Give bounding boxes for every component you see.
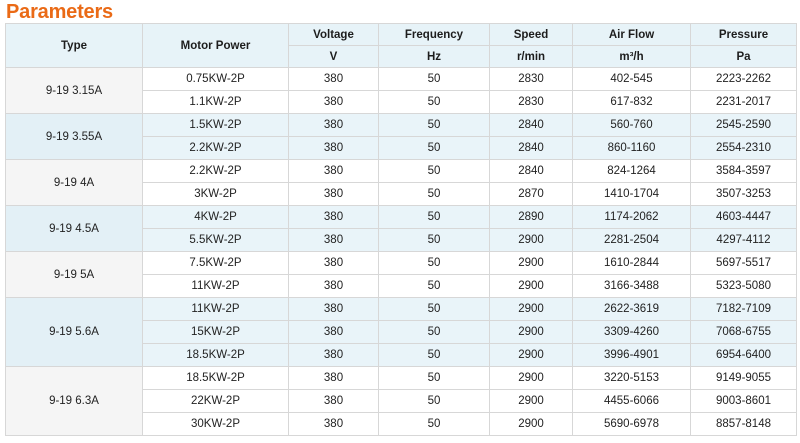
cell-voltage: 380 (289, 413, 379, 436)
cell-speed: 2870 (490, 183, 573, 206)
header-pressure: Pressure (691, 24, 797, 46)
cell-pressure: 3507-3253 (691, 183, 797, 206)
page-title: Parameters (6, 1, 113, 23)
cell-speed: 2840 (490, 137, 573, 160)
header-voltage-unit: V (289, 46, 379, 68)
cell-voltage: 380 (289, 275, 379, 298)
cell-motor-power: 18.5KW-2P (143, 344, 289, 367)
cell-motor-power: 30KW-2P (143, 413, 289, 436)
cell-speed: 2890 (490, 206, 573, 229)
header-voltage: Voltage (289, 24, 379, 46)
cell-voltage: 380 (289, 229, 379, 252)
table-row (6, 367, 797, 390)
cell-air-flow: 824-1264 (573, 160, 691, 183)
cell-speed: 2900 (490, 321, 573, 344)
cell-frequency: 50 (379, 68, 490, 91)
cell-air-flow: 2281-2504 (573, 229, 691, 252)
cell-pressure: 5697-5517 (691, 252, 797, 275)
cell-air-flow: 402-545 (573, 68, 691, 91)
cell-motor-power: 11KW-2P (143, 275, 289, 298)
cell-motor-power: 15KW-2P (143, 321, 289, 344)
cell-air-flow: 3220-5153 (573, 367, 691, 390)
cell-pressure: 2554-2310 (691, 137, 797, 160)
cell-type: 9-19 4A (6, 160, 143, 206)
cell-frequency: 50 (379, 413, 490, 436)
cell-air-flow: 3996-4901 (573, 344, 691, 367)
cell-voltage: 380 (289, 160, 379, 183)
cell-speed: 2840 (490, 160, 573, 183)
parameters-table (5, 23, 797, 436)
cell-frequency: 50 (379, 344, 490, 367)
cell-voltage: 380 (289, 206, 379, 229)
table-row (6, 160, 797, 183)
cell-motor-power: 5.5KW-2P (143, 229, 289, 252)
cell-pressure: 5323-5080 (691, 275, 797, 298)
cell-frequency: 50 (379, 229, 490, 252)
table-row (6, 206, 797, 229)
header-type: Type (6, 24, 143, 68)
cell-frequency: 50 (379, 275, 490, 298)
cell-pressure: 4603-4447 (691, 206, 797, 229)
cell-pressure: 4297-4112 (691, 229, 797, 252)
header-air-flow-unit: m³/h (573, 46, 691, 68)
cell-pressure: 9149-9055 (691, 367, 797, 390)
cell-motor-power: 4KW-2P (143, 206, 289, 229)
cell-frequency: 50 (379, 114, 490, 137)
table-body (6, 68, 797, 436)
cell-pressure: 6954-6400 (691, 344, 797, 367)
cell-voltage: 380 (289, 91, 379, 114)
cell-speed: 2900 (490, 229, 573, 252)
cell-motor-power: 18.5KW-2P (143, 367, 289, 390)
cell-speed: 2900 (490, 298, 573, 321)
cell-motor-power: 1.5KW-2P (143, 114, 289, 137)
cell-type: 9-19 5.6A (6, 298, 143, 367)
cell-frequency: 50 (379, 390, 490, 413)
cell-voltage: 380 (289, 183, 379, 206)
header-frequency: Frequency (379, 24, 490, 46)
cell-speed: 2830 (490, 68, 573, 91)
cell-speed: 2900 (490, 344, 573, 367)
cell-type: 9-19 5A (6, 252, 143, 298)
cell-type: 9-19 6.3A (6, 367, 143, 436)
cell-frequency: 50 (379, 321, 490, 344)
cell-type: 9-19 4.5A (6, 206, 143, 252)
cell-frequency: 50 (379, 206, 490, 229)
table-row (6, 114, 797, 137)
cell-air-flow: 617-832 (573, 91, 691, 114)
table-header (6, 24, 797, 68)
cell-pressure: 7182-7109 (691, 298, 797, 321)
cell-air-flow: 5690-6978 (573, 413, 691, 436)
cell-frequency: 50 (379, 183, 490, 206)
cell-speed: 2900 (490, 252, 573, 275)
cell-motor-power: 7.5KW-2P (143, 252, 289, 275)
cell-frequency: 50 (379, 160, 490, 183)
header-speed: Speed (490, 24, 573, 46)
cell-voltage: 380 (289, 321, 379, 344)
table-row (6, 298, 797, 321)
cell-motor-power: 22KW-2P (143, 390, 289, 413)
cell-air-flow: 860-1160 (573, 137, 691, 160)
cell-pressure: 2223-2262 (691, 68, 797, 91)
cell-speed: 2900 (490, 390, 573, 413)
cell-type: 9-19 3.15A (6, 68, 143, 114)
cell-pressure: 3584-3597 (691, 160, 797, 183)
cell-speed: 2840 (490, 114, 573, 137)
cell-speed: 2900 (490, 275, 573, 298)
cell-voltage: 380 (289, 137, 379, 160)
cell-motor-power: 11KW-2P (143, 298, 289, 321)
cell-speed: 2830 (490, 91, 573, 114)
header-speed-unit: r/min (490, 46, 573, 68)
cell-air-flow: 3309-4260 (573, 321, 691, 344)
cell-pressure: 9003-8601 (691, 390, 797, 413)
cell-voltage: 380 (289, 344, 379, 367)
cell-air-flow: 2622-3619 (573, 298, 691, 321)
cell-pressure: 2545-2590 (691, 114, 797, 137)
cell-pressure: 8857-8148 (691, 413, 797, 436)
cell-air-flow: 1610-2844 (573, 252, 691, 275)
cell-voltage: 380 (289, 390, 379, 413)
cell-pressure: 7068-6755 (691, 321, 797, 344)
cell-frequency: 50 (379, 367, 490, 390)
cell-voltage: 380 (289, 252, 379, 275)
cell-air-flow: 3166-3488 (573, 275, 691, 298)
cell-air-flow: 1174-2062 (573, 206, 691, 229)
cell-motor-power: 3KW-2P (143, 183, 289, 206)
cell-frequency: 50 (379, 252, 490, 275)
cell-pressure: 2231-2017 (691, 91, 797, 114)
cell-air-flow: 560-760 (573, 114, 691, 137)
header-frequency-unit: Hz (379, 46, 490, 68)
cell-motor-power: 1.1KW-2P (143, 91, 289, 114)
header-pressure-unit: Pa (691, 46, 797, 68)
cell-motor-power: 2.2KW-2P (143, 137, 289, 160)
cell-voltage: 380 (289, 298, 379, 321)
table-row (6, 252, 797, 275)
header-motor-power: Motor Power (143, 24, 289, 68)
cell-frequency: 50 (379, 137, 490, 160)
cell-air-flow: 1410-1704 (573, 183, 691, 206)
table-row (6, 68, 797, 91)
cell-voltage: 380 (289, 68, 379, 91)
cell-speed: 2900 (490, 367, 573, 390)
cell-motor-power: 2.2KW-2P (143, 160, 289, 183)
cell-motor-power: 0.75KW-2P (143, 68, 289, 91)
cell-voltage: 380 (289, 114, 379, 137)
cell-frequency: 50 (379, 298, 490, 321)
cell-air-flow: 4455-6066 (573, 390, 691, 413)
parameters-table-container (5, 23, 796, 436)
cell-type: 9-19 3.55A (6, 114, 143, 160)
cell-frequency: 50 (379, 91, 490, 114)
cell-voltage: 380 (289, 367, 379, 390)
header-air-flow: Air Flow (573, 24, 691, 46)
cell-speed: 2900 (490, 413, 573, 436)
